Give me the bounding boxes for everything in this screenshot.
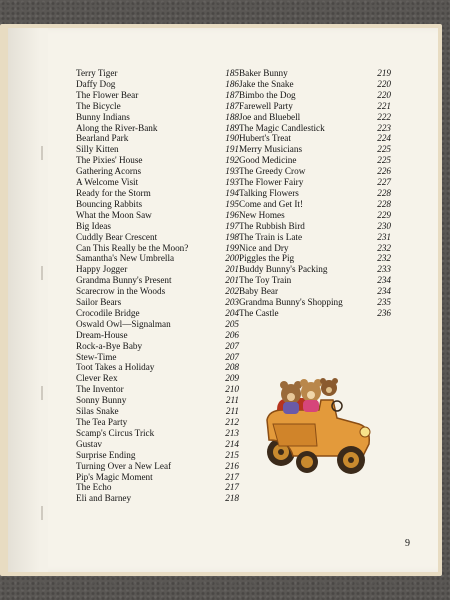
binding-stitch <box>41 386 43 400</box>
entry-page-number: 198 <box>225 231 239 242</box>
contents-entry <box>76 232 239 243</box>
entry-page-number: 205 <box>225 318 239 329</box>
entry-page-number: 228 <box>377 198 391 209</box>
entry-title: New Homes <box>239 209 285 220</box>
contents-entry <box>76 297 239 308</box>
entry-title: Cuddly Bear Crescent <box>76 231 158 242</box>
entry-page-number: 211 <box>225 395 239 406</box>
entry-page-number: 232 <box>377 253 391 264</box>
entry-page-number: 210 <box>225 384 239 395</box>
entry-title: What the Moon Saw <box>76 209 152 220</box>
entry-page-number: 197 <box>225 220 239 231</box>
contents-entry <box>76 79 239 90</box>
entry-page-number: 233 <box>377 264 391 275</box>
entry-title: Toot Takes a Holiday <box>76 362 155 373</box>
contents-entry <box>76 221 239 232</box>
entry-title: Farewell Party <box>239 100 293 111</box>
contents-entry <box>239 253 391 264</box>
contents-entry <box>76 166 239 177</box>
contents-entry <box>239 144 391 155</box>
contents-entry <box>76 243 239 254</box>
contents-entry <box>76 144 239 155</box>
entry-page-number: 194 <box>225 187 239 198</box>
contents-entry <box>76 101 239 112</box>
contents-entry <box>76 133 239 144</box>
entry-title: Daffy Dog <box>76 78 116 89</box>
entry-page-number: 215 <box>225 449 239 460</box>
entry-page-number: 217 <box>225 471 239 482</box>
entry-title: A Welcome Visit <box>76 177 139 188</box>
entry-page-number: 204 <box>225 307 239 318</box>
entry-title: Hubert's Treat <box>239 133 291 144</box>
entry-page-number: 229 <box>377 209 391 220</box>
entry-title: Clever Rex <box>76 373 118 384</box>
entry-title: Sonny Bunny <box>76 395 127 406</box>
contents-entry <box>239 79 391 90</box>
bears-in-vintage-car-illustration <box>259 360 379 480</box>
entry-title: Eli and Barney <box>76 493 132 504</box>
entry-page-number: 234 <box>377 275 391 286</box>
entry-title: Rock-a-Bye Baby <box>76 340 143 351</box>
entry-page-number: 221 <box>377 100 391 111</box>
contents-entry <box>76 177 239 188</box>
entry-title: The Echo <box>76 482 112 493</box>
entry-title: Bimbo the Dog <box>239 89 296 100</box>
contents-entry <box>239 112 391 123</box>
entry-title: Silas Snake <box>76 406 119 417</box>
entry-page-number: 191 <box>225 144 239 155</box>
entry-title: The Magic Candlestick <box>239 122 325 133</box>
entry-page-number: 195 <box>225 198 239 209</box>
entry-page-number: 228 <box>377 187 391 198</box>
contents-entry <box>76 428 239 439</box>
entry-title: Joe and Bluebell <box>239 111 301 122</box>
contents-entry <box>76 450 239 461</box>
contents-column-right <box>239 68 391 319</box>
entry-title: Silly Kitten <box>76 144 119 155</box>
entry-title: Baby Bear <box>239 286 279 297</box>
page-number: 9 <box>405 538 410 549</box>
entry-page-number: 193 <box>225 177 239 188</box>
entry-title: Dream-House <box>76 329 128 340</box>
contents-entry <box>76 373 239 384</box>
entry-title: The Tea Party <box>76 417 128 427</box>
contents-entry <box>76 264 239 275</box>
entry-title: Ready for the Storm <box>76 187 151 198</box>
contents-entry <box>76 286 239 297</box>
entry-title: Along the River-Bank <box>76 122 158 133</box>
entry-page-number: 200 <box>225 253 239 264</box>
page-gutter <box>8 28 48 572</box>
entry-title: The Toy Train <box>239 275 292 286</box>
entry-title: The Flower Fairy <box>239 177 304 188</box>
entry-page-number: 231 <box>377 231 391 242</box>
entry-page-number: 193 <box>225 166 239 177</box>
entry-page-number: 213 <box>225 427 239 438</box>
entry-title: Sailor Bears <box>76 297 122 308</box>
entry-title: Bearland Park <box>76 133 129 144</box>
entry-title: Gustav <box>76 438 103 449</box>
contents-entry <box>76 461 239 472</box>
entry-title: The Inventor <box>76 384 124 395</box>
entry-page-number: 211 <box>225 406 239 417</box>
entry-page-number: 232 <box>377 242 391 253</box>
entry-title: Pip's Magic Moment <box>76 471 153 482</box>
entry-page-number: 185 <box>225 68 239 78</box>
entry-page-number: 224 <box>377 133 391 144</box>
contents-entry <box>239 90 391 101</box>
contents-entry <box>76 253 239 264</box>
contents-entry <box>239 188 391 199</box>
entry-page-number: 207 <box>225 340 239 351</box>
contents-column-left <box>76 68 239 504</box>
entry-title: The Flower Bear <box>76 89 139 100</box>
contents-entry <box>76 406 239 417</box>
contents-entry <box>76 275 239 286</box>
entry-title: The Castle <box>239 307 279 318</box>
contents-entry <box>76 362 239 373</box>
entry-title: Stew-Time <box>76 351 117 362</box>
contents-entry <box>239 264 391 275</box>
entry-title: Turning Over a New Leaf <box>76 460 172 471</box>
entry-title: The Pixies' House <box>76 155 143 166</box>
entry-title: Scarecrow in the Woods <box>76 286 166 297</box>
entry-title: Oswald Owl—Signalman <box>76 318 171 329</box>
contents-entry <box>76 123 239 134</box>
entry-page-number: 188 <box>225 111 239 122</box>
contents-entry <box>76 155 239 166</box>
contents-entry <box>76 472 239 483</box>
binding-stitch <box>41 506 43 520</box>
contents-entry <box>239 221 391 232</box>
contents-entry <box>76 341 239 352</box>
entry-title: The Bicycle <box>76 100 121 111</box>
entry-page-number: 220 <box>377 78 391 89</box>
entry-page-number: 216 <box>225 460 239 471</box>
entry-title: Scamp's Circus Trick <box>76 427 155 438</box>
entry-title: Big Ideas <box>76 220 111 231</box>
entry-page-number: 206 <box>225 329 239 340</box>
entry-page-number: 227 <box>377 177 391 188</box>
entry-page-number: 189 <box>225 122 239 133</box>
entry-title: Talking Flowers <box>239 187 299 198</box>
binding-stitch <box>41 266 43 280</box>
entry-title: Grandma Bunny's Present <box>76 275 172 286</box>
entry-title: Merry Musicians <box>239 144 303 155</box>
contents-entry <box>239 308 391 319</box>
contents-entry <box>76 493 239 504</box>
entry-page-number: 199 <box>225 242 239 253</box>
entry-page-number: 219 <box>377 68 391 78</box>
contents-entry <box>76 112 239 123</box>
entry-page-number: 186 <box>225 78 239 89</box>
entry-title: Nice and Dry <box>239 242 289 253</box>
contents-entry <box>239 199 391 210</box>
contents-entry <box>239 210 391 221</box>
entry-page-number: 223 <box>377 122 391 133</box>
entry-title: Piggles the Pig <box>239 253 295 264</box>
contents-entry <box>239 243 391 254</box>
entry-title: Gathering Acorns <box>76 166 142 177</box>
entry-page-number: 212 <box>225 417 239 427</box>
entry-title: Grandma Bunny's Shopping <box>239 297 343 308</box>
entry-title: Samantha's New Umbrella <box>76 253 175 264</box>
entry-page-number: 190 <box>225 133 239 144</box>
entry-page-number: 234 <box>377 286 391 297</box>
entry-title: Happy Jogger <box>76 264 128 275</box>
entry-title: The Rubbish Bird <box>239 220 305 231</box>
entry-page-number: 187 <box>225 89 239 100</box>
contents-entry <box>239 286 391 297</box>
contents-entry <box>76 188 239 199</box>
contents-entry <box>239 101 391 112</box>
entry-page-number: 207 <box>225 351 239 362</box>
entry-page-number: 235 <box>377 297 391 308</box>
entry-page-number: 225 <box>377 155 391 166</box>
entry-title: Can This Really be the Moon? <box>76 242 189 253</box>
entry-page-number: 230 <box>377 220 391 231</box>
entry-title: Come and Get It! <box>239 198 304 209</box>
contents-entry <box>76 68 239 79</box>
entry-title: Jake the Snake <box>239 78 294 89</box>
contents-entry <box>239 123 391 134</box>
entry-title: Crocodile Bridge <box>76 307 140 318</box>
contents-entry <box>76 330 239 341</box>
entry-page-number: 208 <box>225 362 239 373</box>
entry-page-number: 192 <box>225 155 239 166</box>
entry-page-number: 209 <box>225 373 239 384</box>
entry-page-number: 196 <box>225 209 239 220</box>
entry-page-number: 214 <box>225 438 239 449</box>
contents-entry <box>239 232 391 243</box>
entry-title: Baker Bunny <box>239 68 288 78</box>
entry-title: Good Medicine <box>239 155 297 166</box>
contents-entry <box>76 90 239 101</box>
entry-title: The Greedy Crow <box>239 166 306 177</box>
entry-title: The Train is Late <box>239 231 303 242</box>
contents-entry <box>76 308 239 319</box>
contents-entry <box>76 395 239 406</box>
entry-title: Bunny Indians <box>76 111 130 122</box>
entry-page-number: 187 <box>225 100 239 111</box>
contents-entry <box>239 68 391 79</box>
contents-entry <box>76 210 239 221</box>
entry-page-number: 220 <box>377 89 391 100</box>
contents-entry <box>76 384 239 395</box>
contents-entry <box>239 275 391 286</box>
contents-entry <box>76 439 239 450</box>
entry-title: Bouncing Rabbits <box>76 198 143 209</box>
contents-entry <box>239 155 391 166</box>
entry-page-number: 203 <box>225 297 239 308</box>
contents-entry <box>239 177 391 188</box>
entry-page-number: 217 <box>225 482 239 493</box>
contents-entry <box>239 133 391 144</box>
entry-page-number: 201 <box>225 275 239 286</box>
contents-entry <box>239 297 391 308</box>
entry-page-number: 236 <box>377 307 391 318</box>
entry-page-number: 218 <box>225 493 239 504</box>
entry-title: Buddy Bunny's Packing <box>239 264 328 275</box>
entry-page-number: 226 <box>377 166 391 177</box>
contents-entry <box>76 482 239 493</box>
binding-stitch <box>41 146 43 160</box>
contents-entry <box>76 199 239 210</box>
entry-page-number: 201 <box>225 264 239 275</box>
entry-title: Surprise Ending <box>76 449 136 460</box>
contents-entry <box>76 417 239 428</box>
contents-entry <box>239 166 391 177</box>
entry-title: Terry Tiger <box>76 68 118 78</box>
entry-page-number: 222 <box>377 111 391 122</box>
entry-page-number: 202 <box>225 286 239 297</box>
entry-page-number: 225 <box>377 144 391 155</box>
contents-entry <box>76 319 239 330</box>
contents-entry <box>76 352 239 363</box>
